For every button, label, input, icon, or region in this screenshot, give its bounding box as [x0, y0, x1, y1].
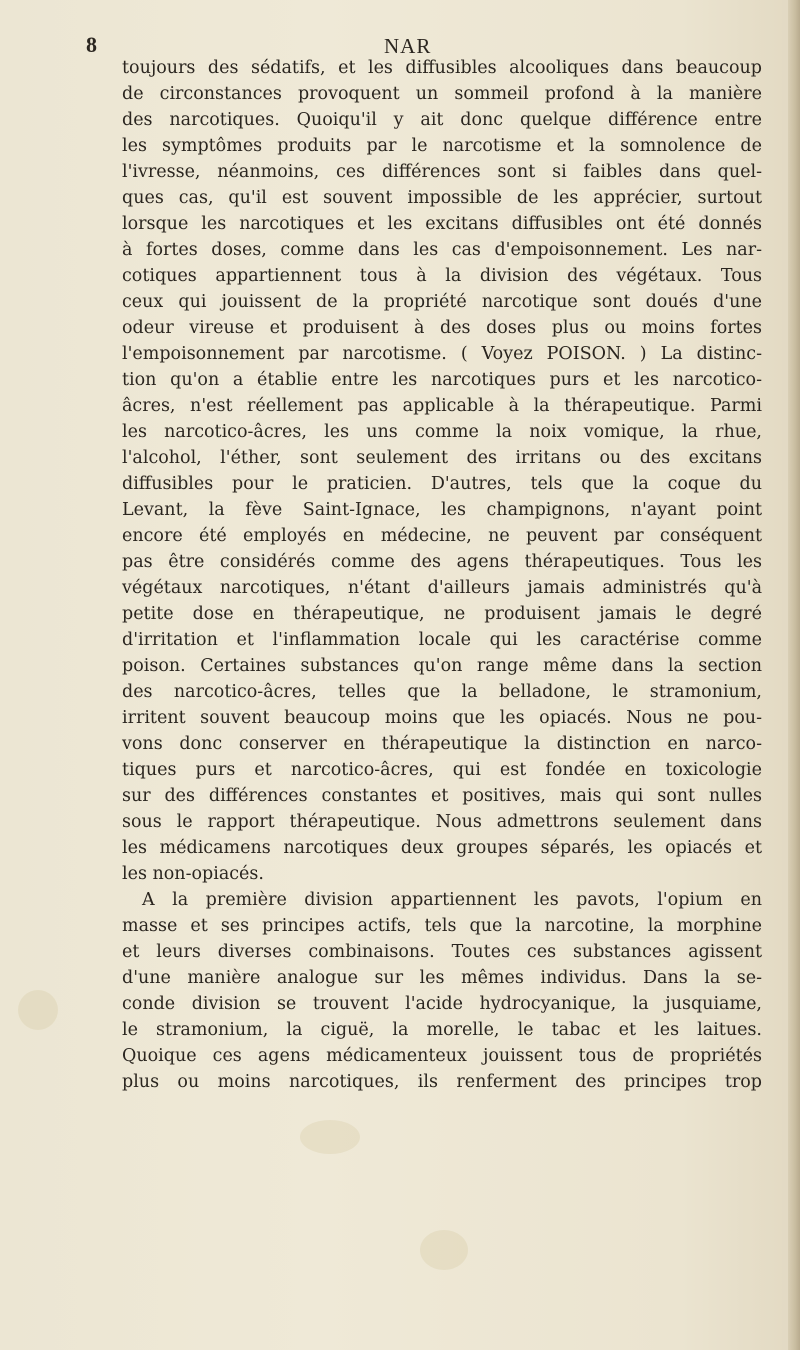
text-line: toujours des sédatifs, et les diffusibles alcooliques dans beaucoup	[122, 58, 762, 78]
text-line: vons donc conserver en thérapeutique la distinction en narco-	[122, 734, 762, 754]
text-line: cotiques appartiennent tous à la division des végétaux. Tous	[122, 266, 762, 286]
text-line: les non-opiacés.	[122, 864, 264, 884]
text-line: les médicamens narcotiques deux groupes séparés, les opiacés et	[122, 838, 762, 858]
paper-stain	[300, 1120, 360, 1154]
text-line: plus ou moins narcotiques, ils renferment des principes trop	[122, 1072, 762, 1092]
text-line: Levant, la fève Saint-Ignace, les champignons, n'ayant point	[122, 500, 762, 520]
text-line: de circonstances provoquent un sommeil profond à la manière	[122, 84, 762, 104]
text-line: ceux qui jouissent de la propriété narcotique sont doués d'une	[122, 292, 762, 312]
text-line: des narcotico-âcres, telles que la belladone, le stramonium,	[122, 682, 762, 702]
text-line: Quoique ces agens médicamenteux jouissent tous de propriétés	[122, 1046, 762, 1066]
text-line: A la première division appartiennent les pavots, l'opium en	[142, 890, 762, 910]
text-line: irritent souvent beaucoup moins que les opiacés. Nous ne pou-	[122, 708, 762, 728]
text-line: l'empoisonnement par narcotisme. ( Voyez POISON. ) La distinc-	[122, 344, 762, 364]
text-line: pas être considérés comme des agens thérapeutiques. Tous les	[122, 552, 762, 572]
text-line: petite dose en thérapeutique, ne produisent jamais le degré	[122, 604, 762, 624]
text-line: le stramonium, la ciguë, la morelle, le tabac et les laitues.	[122, 1020, 762, 1040]
text-line: ques cas, qu'il est souvent impossible de les apprécier, surtout	[122, 188, 762, 208]
text-line: les symptômes produits par le narcotisme et la somnolence de	[122, 136, 762, 156]
text-line: d'une manière analogue sur les mêmes individus. Dans la se-	[122, 968, 762, 988]
text-line: conde division se trouvent l'acide hydrocyanique, la jusquiame,	[122, 994, 762, 1014]
text-line: tiques purs et narcotico-âcres, qui est fondée en toxicologie	[122, 760, 762, 780]
text-line: odeur vireuse et produisent à des doses plus ou moins fortes	[122, 318, 762, 338]
text-line: âcres, n'est réellement pas applicable à la thérapeutique. Parmi	[122, 396, 762, 416]
page-number: 8	[86, 32, 97, 57]
paper-stain	[420, 1230, 468, 1270]
text-line: lorsque les narcotiques et les excitans diffusibles ont été donnés	[122, 214, 762, 234]
page-binding-edge	[788, 0, 800, 1350]
text-line: l'ivresse, néanmoins, ces différences sont si faibles dans quel-	[122, 162, 762, 182]
text-line: sur des différences constantes et positives, mais qui sont nulles	[122, 786, 762, 806]
paper-stain	[18, 990, 58, 1030]
text-line: diffusibles pour le praticien. D'autres, tels que la coque du	[122, 474, 762, 494]
text-line: tion qu'on a établie entre les narcotiques purs et les narcotico-	[122, 370, 762, 390]
text-line: des narcotiques. Quoiqu'il y ait donc quelque différence entre	[122, 110, 762, 130]
text-line: végétaux narcotiques, n'étant d'ailleurs jamais administrés qu'à	[122, 578, 762, 598]
text-line: et leurs diverses combinaisons. Toutes ces substances agissent	[122, 942, 762, 962]
text-line: l'alcohol, l'éther, sont seulement des irritans ou des excitans	[122, 448, 762, 468]
text-line: à fortes doses, comme dans les cas d'empoisonnement. Les nar-	[122, 240, 762, 260]
running-head-title: NAR	[384, 34, 432, 58]
body-text	[122, 55, 762, 1095]
text-line: encore été employés en médecine, ne peuvent par conséquent	[122, 526, 762, 546]
text-line: d'irritation et l'inflammation locale qui les caractérise comme	[122, 630, 762, 650]
text-line: masse et ses principes actifs, tels que la narcotine, la morphine	[122, 916, 762, 936]
text-line: poison. Certaines substances qu'on range même dans la section	[122, 656, 762, 676]
text-line: sous le rapport thérapeutique. Nous admettrons seulement dans	[122, 812, 762, 832]
text-line: les narcotico-âcres, les uns comme la noix vomique, la rhue,	[122, 422, 762, 442]
